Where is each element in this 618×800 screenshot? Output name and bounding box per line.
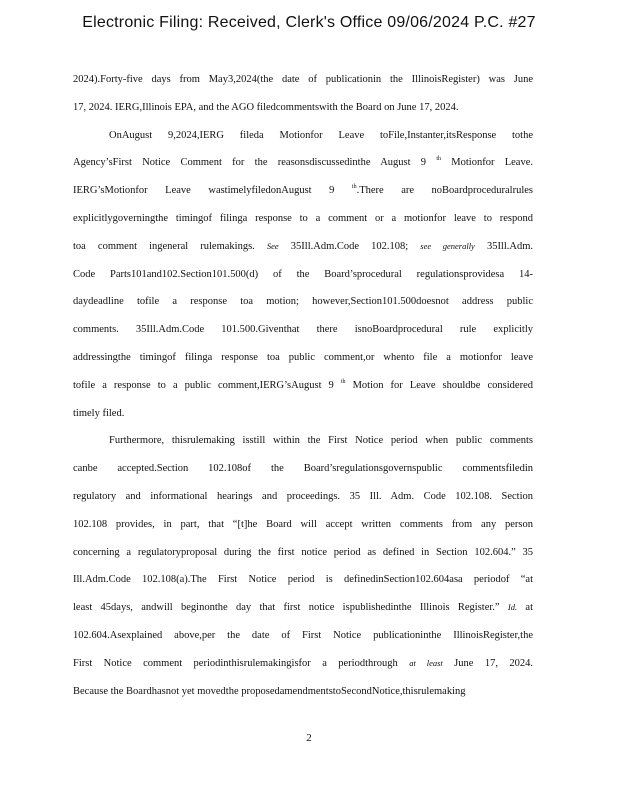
- efiling-header: Electronic Filing: Received, Clerk's Office 09/06/2024 P.C. #27: [82, 14, 536, 31]
- text-line: explicitlygoverningthe timingof filinga response to a comment or a motionfor leave to respond: [73, 212, 533, 224]
- emphasis-text: at least: [409, 657, 443, 668]
- text-fragment: toa comment ingeneral rulemakings.: [73, 240, 255, 252]
- text-fragment: Motionfor Leave.: [441, 157, 533, 169]
- text-line: Code Parts101and102.Section101.500(d) of the Board’sprocedural regulationsprovidesa 14-: [73, 268, 533, 280]
- citation-signal: see generally: [420, 240, 475, 251]
- text-line: [73, 650, 533, 678]
- page-number: 2: [306, 732, 312, 744]
- document-body: [73, 66, 533, 705]
- text-fragment: IERG’sMotionfor Leave wastimelyfiledonAugust 9: [73, 185, 335, 197]
- ordinal-suffix: th: [340, 378, 346, 385]
- text-fragment: at: [517, 602, 533, 614]
- ordinal-suffix: th: [436, 156, 442, 163]
- text-fragment: tofile a response to a public comment,IERG’sAugust 9: [73, 379, 334, 391]
- text-line: timely filed.: [73, 407, 125, 419]
- text-fragment: Motion for Leave shouldbe considered: [345, 379, 533, 391]
- text-line: daydeadline tofile a response toa motion; however,Section101.500doesnot address public: [73, 296, 533, 308]
- text-fragment: 35Ill.Adm.Code 102.108;: [278, 240, 409, 252]
- text-line: 102.604.Asexplained above,per the date of First Notice publicationinthe IllinoisRegister,the: [73, 629, 533, 641]
- text-line: regulatory and informational hearings and proceedings. 35 Ill. Adm. Code 102.108. Section: [73, 490, 533, 502]
- text-line: OnAugust 9,2024,IERG fileda Motionfor Leave toFile,Instanter,itsResponse tothe: [109, 129, 533, 141]
- text-line: [73, 594, 533, 622]
- text-fragment: least 45days, andwill beginonthe day that first notice ispublishedinthe Illinois Register.”: [73, 602, 500, 614]
- text-line: Because the Boardhasnot yet movedthe proposedamendmentstoSecondNotice,thisrulemaking: [73, 685, 466, 697]
- text-line: [73, 177, 533, 205]
- text-line: [73, 372, 533, 400]
- text-fragment: 35Ill.Adm.: [474, 240, 533, 252]
- text-line: comments. 35Ill.Adm.Code 101.500.Giventhat there isnoBoardprocedural rule explicitly: [73, 324, 533, 336]
- citation-signal: Id.: [507, 602, 518, 613]
- text-fragment: .There are noBoardproceduralrules: [356, 185, 533, 197]
- text-fragment: June 17, 2024.: [442, 657, 533, 669]
- text-fragment: Agency’sFirst Notice Comment for the reasonsdiscussedinthe August 9: [73, 157, 427, 169]
- text-line: concerning a regulatoryproposal during the first notice period as defined in Section 102.604.” 35: [73, 546, 533, 558]
- text-line: canbe accepted.Section 102.108of the Board’sregulationsgovernspublic commentsfiledin: [73, 463, 533, 475]
- ordinal-suffix: th: [351, 184, 357, 191]
- text-line: addressingthe timingof filinga response toa public comment,or whento file a motionfor leave: [73, 351, 533, 363]
- text-line: Ill.Adm.Code 102.108(a).The First Notice period is definedinSection102.604asa periodof “at: [73, 574, 533, 586]
- text-line: [73, 233, 533, 261]
- text-line: 2024).Forty-five days from May3,2024(the date of publicationin the IllinoisRegister) was June: [73, 74, 533, 85]
- text-fragment: First Notice comment periodinthisrulemakingisfor a periodthrough: [73, 657, 398, 669]
- text-line: [73, 149, 533, 177]
- text-line: 17, 2024. IERG,Illinois EPA, and the AGO filedcommentswith the Board on June 17, 2024.: [73, 101, 459, 113]
- text-line: 102.108 provides, in part, that “[t]he Board will accept written comments from any person: [73, 518, 533, 530]
- citation-signal: See: [266, 240, 279, 251]
- text-line: Furthermore, thisrulemaking isstill within the First Notice period when public comments: [109, 435, 533, 447]
